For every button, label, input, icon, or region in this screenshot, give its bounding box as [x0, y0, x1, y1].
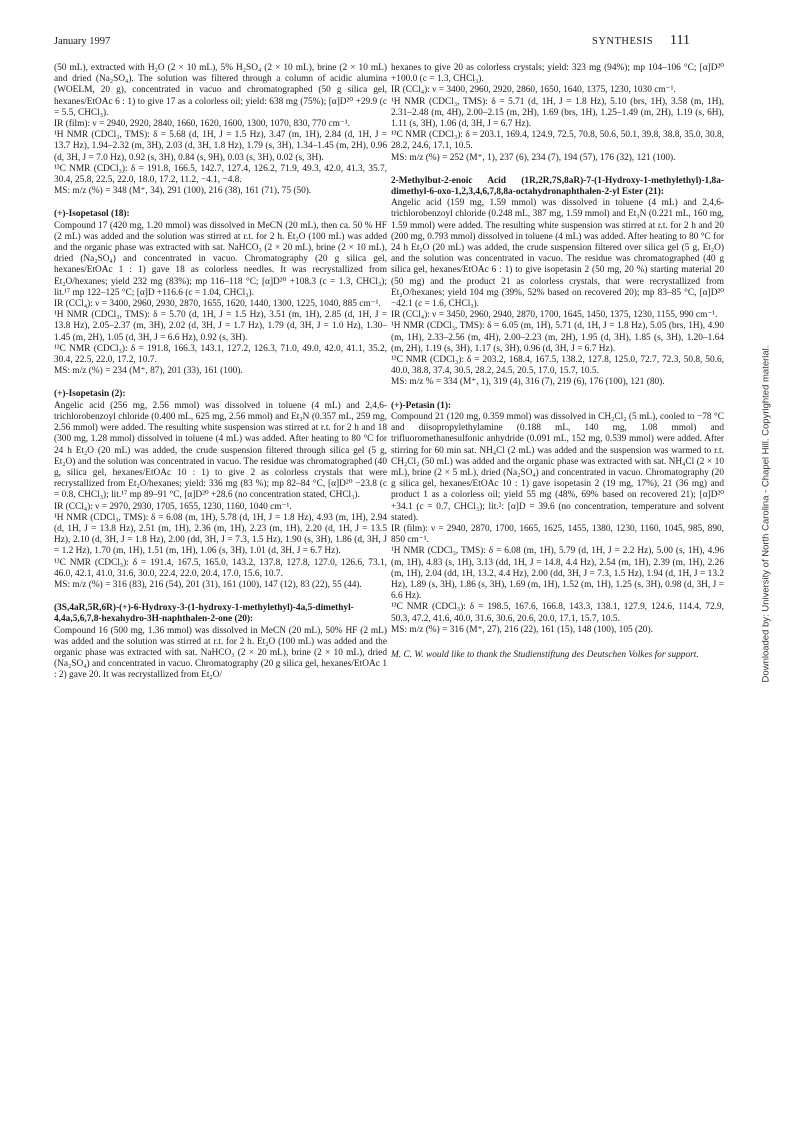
paragraph	[391, 97, 724, 131]
paragraph-text: ¹H NMR (CDCl₃, TMS): δ = 5.71 (d, 1H, J = 1.8 Hz), 5.10 (brs, 1H), 3.58 (m, 1H), 2.31–2.48 (m, 4H), 2.00–2.15 (m, 2H), 1.69 (brs, 1H), 1.25–1.49 (m, 2H), 1.19 (s, 6H), 1.11 (s, 3H), 1.06 (d, 3H, J = 6.7 Hz).	[391, 96, 724, 130]
paragraph	[391, 321, 724, 355]
paragraph-text: ¹³C NMR (CDCl₃): δ = 203.1, 169.4, 124.9, 72.5, 70.8, 50.6, 50.1, 39.8, 38.8, 35.0, 30.8, 28.2, 24.6, 17.1, 10.5.	[391, 130, 724, 152]
paragraph	[54, 130, 387, 164]
paragraph-text: IR (CCl₄): ν = 3400, 2960, 2930, 2870, 1655, 1620, 1440, 1300, 1225, 1040, 885 cm⁻¹.	[54, 299, 381, 310]
paragraph	[391, 153, 724, 164]
paragraph	[54, 119, 387, 130]
paragraph-text: ¹³C NMR (CDCl₃): δ = 203.2, 168.4, 167.5, 138.2, 127.8, 125.0, 72.7, 72.3, 50.8, 50.6, 40.0, 38.8, 37.4, 30.5, 28.2, 24.5, 20.5, 17.0, 15.7, 10.5.	[391, 355, 724, 377]
paragraph	[54, 344, 387, 366]
download-notice	[759, 276, 773, 752]
paragraph	[391, 602, 724, 624]
paragraph-text: ¹H NMR (CDCl₃, TMS): δ = 6.05 (m, 1H), 5.71 (d, 1H, J = 1.8 Hz), 5.05 (brs, 1H), 4.90 (m, 1H), 2.33–2.56 (m, 4H), 2.00–2.23 (m, 2H), 1.95 (d, 3H), 1.85 (s, 3H), 1.20–1.64 (m, 2H), 1.19 (s, 3H), 1.17 (s, 3H), 0.96 (d, 3H, J = 6.7 Hz).	[391, 321, 724, 354]
paragraph	[54, 164, 387, 186]
paragraph	[54, 580, 387, 591]
paragraph-text: ¹³C NMR (CDCl₃): δ = 191.8, 166.5, 142.7, 127.4, 126.2, 71.9, 49.3, 42.0, 41.3, 35.7, 30.4, 25.8, 22.5, 22.0, 18.0, 17.2, 11.2, −4.1, −4.8.	[54, 163, 387, 186]
section-heading: (3S,4aR,5R,6R)-(+)-6-Hydroxy-3-(1-hydroxy-1-methylethyl)-4a,5-dimethyl-4,4a,5,6,7,8-hexahydro-3H-naphthalen-2-one (20):	[54, 603, 354, 625]
paragraph-text: ¹H NMR (CDCl₃, TMS): δ = 6.08 (m, 1H), 5.78 (d, 1H, J = 1.8 Hz), 4.93 (m, 1H), 2.94 (d, 1H, J = 13.8 Hz), 2.51 (m, 1H), 2.36 (m, 1H), 2.23 (m, 1H), 2.20 (d, 1H, J = 13.5 Hz), 2.10 (d, 3H, J = 1.8 Hz), 2.00 (dd, 3H, J = 7.3, 1.5 Hz), 1.90 (s, 3H), 1.86 (d, 3H, J = 1.2 Hz), 1.70 (m, 1H), 1.51 (m, 1H), 1.06 (s, 3H), 1.01 (d, 3H, J = 6.7 Hz).	[54, 512, 387, 557]
paragraph-text: IR (film): ν = 2940, 2870, 1700, 1665, 1625, 1455, 1380, 1230, 1160, 1045, 985, 890, 850 cm⁻¹.	[391, 523, 724, 546]
paragraph	[391, 524, 724, 546]
paragraph-text: Compound 21 (120 mg, 0.359 mmol) was dissolved in CH₂Cl₂ (5 mL), cooled to −78 °C and diisopropylethylamine (0.188 mL, 140 mg, 1.08 mmol) and trifluoromethanesulfonic anhydride (0.091 mL, 152 mg, 0.539 mmol) were added. After stirring for 60 min sat. NH₄Cl (2 mL) was added and the suspension was warmed to r.t. CH₂Cl₂ (50 mL) was added and the organic phase was extracted with sat. NH₄Cl (2 × 10 mL), brine (2 × 5 mL), dried (Na₂SO₄) and concentrated in vacuo. Chromatography (20 g silica gel, hexanes/EtOAc 10 : 1) gave isopetasin 2 (19 mg, 17%), 21 (36 mg) and product 1 as a colorless oil; yield 55 mg (48%, 69% based on recovered 21); [α]D²⁰ +34.1 (c = 0.7, CHCl₃); lit.²: [α]D = 39.6 (no concentration, temperature and solvent stated).	[391, 411, 724, 523]
paragraph	[391, 355, 724, 377]
paragraph	[54, 603, 387, 681]
paragraph-text: MS: m/z (%) = 234 (M⁺, 87), 201 (33), 161 (100).	[54, 366, 243, 377]
paragraph	[54, 186, 387, 197]
paragraph	[54, 299, 387, 310]
paragraph-text: IR (CCl₄): ν = 2970, 2930, 1705, 1655, 1230, 1160, 1040 cm⁻¹.	[54, 501, 292, 512]
paragraph-text: ¹³C NMR (CDCl₃): δ = 191.8, 166.3, 143.1, 127.2, 126.3, 71.0, 49.0, 42.0, 41.1, 35.2, 30.4, 22.5, 22.0, 17.2, 10.7.	[54, 343, 387, 366]
acknowledgement: M. C. W. would like to thank the Studienstiftung des Deutschen Volkes for support.	[391, 649, 699, 660]
paragraph-text: MS: m/z (%) = 252 (M⁺, 1), 237 (6), 234 (7), 194 (57), 176 (32), 121 (100).	[391, 152, 676, 163]
paragraph-text: Compound 16 (500 mg, 1.36 mmol) was dissolved in MeCN (20 mL), 50% HF (2 mL) was added and the solution was stirred at r.t. for 2 h. Et₂O (100 mL) was added and the organic phase was extracted with sat. NaHCO₃ (2 × 20 mL), brine (2 × 10 mL), dried (Na₂SO₄) and concentrated in vacuo. Chromatography (20 g silica gel, hexanes/EtOAc 1 : 2) gave 20. It was recrystallized from Et₂O/	[54, 625, 387, 681]
paragraph-text: hexanes to give 20 as colorless crystals; yield: 323 mg (94%); mp 104–106 °C; [α]D²⁰ +100.0 (c = 1.3, CHCl₃).	[391, 63, 724, 85]
paragraph-text: ¹³C NMR (CDCl₃): δ = 198.5, 167.6, 166.8, 143.3, 138.1, 127.9, 124.6, 114.4, 72.9, 50.3, 47.2, 41.6, 40.0, 31.6, 30.6, 20.6, 20.0, 17.1, 15.7, 10.5.	[391, 602, 724, 624]
paragraph-text: ¹H NMR (CDCl₃, TMS): δ = 5.70 (d, 1H, J = 1.5 Hz), 3.51 (m, 1H), 2.85 (d, 1H, J = 13.8 Hz), 2.05–2.37 (m, 3H), 2.02 (d, 3H, J = 1.7 Hz), 1.79 (d, 3H, J = 1.0 Hz), 1.30–1.45 (m, 2H), 1.05 (d, 3H, J = 6.6 Hz), 0.92 (s, 3H).	[54, 310, 387, 343]
header-journal: SYNTHESIS	[592, 36, 654, 47]
header-date: January 1997	[54, 36, 111, 47]
paragraph-text: Angelic acid (159 mg, 1.59 mmol) was dissolved in toluene (4 mL) and 2,4,6-trichlorobenzoyl chloride (0.248 mL, 387 mg, 1.59 mmol) and Et₃N (0.221 mL, 160 mg, 1.59 mmol) were added. The resulting white suspension was stirred at r.t. for 2 h and 20 (200 mg, 0.793 mmol) dissolved in toluene (4 mL) was added. After heating to 80 °C for 24 h Et₂O (20 mL) was added, the crude suspension filtered over silica gel (5 g, Et₂O) and the solution was concentrated in vacuo. The residue was chromatographed (40 g silica gel, hexanes/EtOAc 6 : 1) to give isopetasin 2 (50 mg, 20 %) starting material 20 (50 mg) and the product 21 as colorless crystals, that were recrystallized from Et₂O/hexanes; yield 104 mg (39%, 52% based on recovered 20); mp 83–85 °C, [α]D²⁰ −42.1 (c = 1.6, CHCl₃).	[391, 198, 724, 310]
paragraph-text: IR (CCl₄): ν = 3400, 2960, 2920, 2860, 1650, 1640, 1375, 1230, 1030 cm⁻¹.	[391, 85, 676, 96]
paragraph-text: IR (film): ν = 2940, 2920, 2840, 1660, 1620, 1600, 1300, 1070, 830, 770 cm⁻¹.	[54, 119, 350, 130]
paragraph	[54, 502, 387, 513]
paragraph-text: MS: m/z (%) = 316 (83), 216 (54), 201 (31), 161 (100), 147 (12), 83 (22), 55 (44).	[54, 579, 362, 590]
paragraph-text: ¹H NMR (CDCl₃, TMS): δ = 6.08 (m, 1H), 5.79 (d, 1H, J = 2.2 Hz), 5.00 (s, 1H), 4.96 (m, 1H), 4.83 (s, 1H), 3.13 (dd, 1H, J = 14.8, 4.4 Hz), 2.54 (m, 1H), 2.39 (m, 1H), 2.26 (m, 1H), 2.04 (dd, 1H, 13.2, 4.4 Hz), 2.00 (dd, 3H, J = 7.3, 1.5 Hz), 1.94 (d, 1H, J = 13.2 Hz), 1.89 (s, 3H), 1.86 (s, 3H), 1.69 (m, 1H), 1.52 (m, 1H), 1.25 (s, 3H), 0.98 (d, 3H, J = 6.6 Hz).	[391, 546, 724, 602]
paragraph-text: (50 mL), extracted with H₂O (2 × 10 mL), 5% H₂SO₄ (2 × 10 mL), brine (2 × 10 mL) and dried (Na₂SO₄). The solution was filtered through a column of acidic alumina (WOELM, 20 g), concentrated in vacuo and chromatographed (50 g silica gel, hexanes/EtOAc 6 : 1) to give 17 as a colorless oil; yield: 638 mg (75%); [α]D²⁰ +29.9 (c = 5.5, CHCl₃).	[54, 63, 387, 118]
paragraph	[391, 176, 724, 310]
section-heading: (+)-Isopetasin (2):	[54, 389, 126, 400]
paragraph	[391, 401, 724, 524]
paragraph-text: MS: m/z (%) = 316 (M⁺, 27), 216 (22), 161 (15), 148 (100), 105 (20).	[391, 624, 653, 635]
paragraph-text: MS: m/z (%) = 348 (M⁺, 34), 291 (100), 216 (38), 161 (71), 75 (50).	[54, 186, 312, 197]
download-notice-text: Downloaded by: University of North Carolina - Chapel Hill. Copyrighted material.	[760, 345, 772, 683]
paragraph	[54, 366, 387, 377]
paragraph	[54, 310, 387, 344]
header-page-number: 111	[670, 33, 690, 48]
paragraph-text: ¹H NMR (CDCl₃, TMS): δ = 5.68 (d, 1H, J = 1.5 Hz), 3.47 (m, 1H), 2.84 (d, 1H, J = 13.7 Hz), 1.94–2.32 (m, 3H), 2.03 (d, 3H, 1.8 Hz), 1.79 (s, 3H), 1.34–1.45 (m, 2H), 0.96 (d, 3H, J = 7.0 Hz), 0.92 (s, 3H), 0.84 (s, 9H), 0.03 (s, 3H), 0.02 (s, 3H).	[54, 130, 387, 163]
paragraph	[391, 546, 724, 602]
paragraph	[391, 130, 724, 152]
paragraph	[54, 513, 387, 558]
paragraph	[54, 389, 387, 501]
paragraph	[391, 85, 724, 96]
paragraph	[54, 63, 387, 119]
paragraph	[54, 558, 387, 580]
paragraph	[54, 209, 387, 299]
section-heading: (+)-Petasin (1):	[391, 400, 452, 411]
paragraph	[391, 63, 724, 85]
paragraph	[391, 625, 724, 636]
right-column	[391, 63, 724, 661]
paragraph-text: Angelic acid (256 mg, 2.56 mmol) was dissolved in toluene (4 mL) and 2,4,6-trichlorobenzoyl chloride (0.400 mL, 625 mg, 2.56 mmol) and Et₃N (0.357 mL, 259 mg, 2.56 mmol) were added. The resulting white suspension was stirred at r.t. for 2 h and 18 (300 mg, 1.28 mmol) dissolved in toluene (4 mL) was added. After heating to 80 °C for 24 h Et₂O (20 mL) was added, the crude suspension filtered through silica gel (5 g, Et₂O) and the solution was concentrated in vacuo. The residue was chromatographed (40 g, silica gel, hexanes/EtOAc 10 : 1) to give 2 as colorless crystals that were recrystallized from Et₂O/hexanes; yield: 336 mg (83 %); mp 82–84 °C, [α]D²⁰ −23.8 (c = 0.8, CHCl₃); lit.¹⁷ mp 89–91 °C, [α]D²⁰ +28.6 (no concentration stated, CHCl₃).	[54, 400, 387, 501]
running-header	[54, 33, 744, 50]
left-column	[54, 63, 387, 682]
paragraph-text: ¹³C NMR (CDCl₃): δ = 191.4, 167.5, 165.0, 143.2, 137.8, 127.8, 127.0, 126.6, 73.1, 46.0, 42.1, 41.0, 31.6, 30.0, 22.4, 22.0, 20.4, 17.0, 15.6, 10.7.	[54, 557, 387, 579]
section-heading: 2-Methylbut-2-enoic Acid (1R,2R,7S,8aR)-7-(1-Hydroxy-1-methylethyl)-1,8a-dimethyl-6-oxo-1,2,3,4,6,7,8,8a-octahydronaphthalen-2-yl Ester (21):	[391, 175, 724, 198]
paragraph-text: Compound 17 (420 mg, 1.20 mmol) was dissolved in MeCN (20 mL), then ca. 50 % HF (2 mL) was added and the solution was stirred at r.t. for 2 h. Et₂O (100 mL) was added and the organic phase was extracted with sat. NaHCO₃ (2 × 20 mL), brine (2 × 10 mL), dried (Na₂SO₄) and concentrated in vacuo. Chromatography (20 g silica gel, hexanes/EtOAc 1 : 1) gave 18 as colorless needles. It was recrystallized from Et₂O/hexanes; yield 232 mg (83%); mp 116–118 °C; [α]D²⁰ +108.3 (c = 1.3, CHCl₃); lit.¹⁷ mp 122–125 °C; [α]D +116.6 (c = 1.04, CHCl₃).	[54, 220, 387, 298]
section-heading: (+)-Isopetasol (18):	[54, 209, 130, 220]
paragraph	[391, 377, 724, 388]
paragraph	[391, 310, 724, 321]
paragraph-text: IR (CCl₄): ν = 3450, 2960, 2940, 2870, 1700, 1645, 1450, 1375, 1230, 1155, 990 cm⁻¹.	[391, 310, 718, 321]
paragraph-text: MS: m/z % = 334 (M⁺, 1), 319 (4), 316 (7), 219 (6), 176 (100), 121 (80).	[391, 377, 665, 388]
